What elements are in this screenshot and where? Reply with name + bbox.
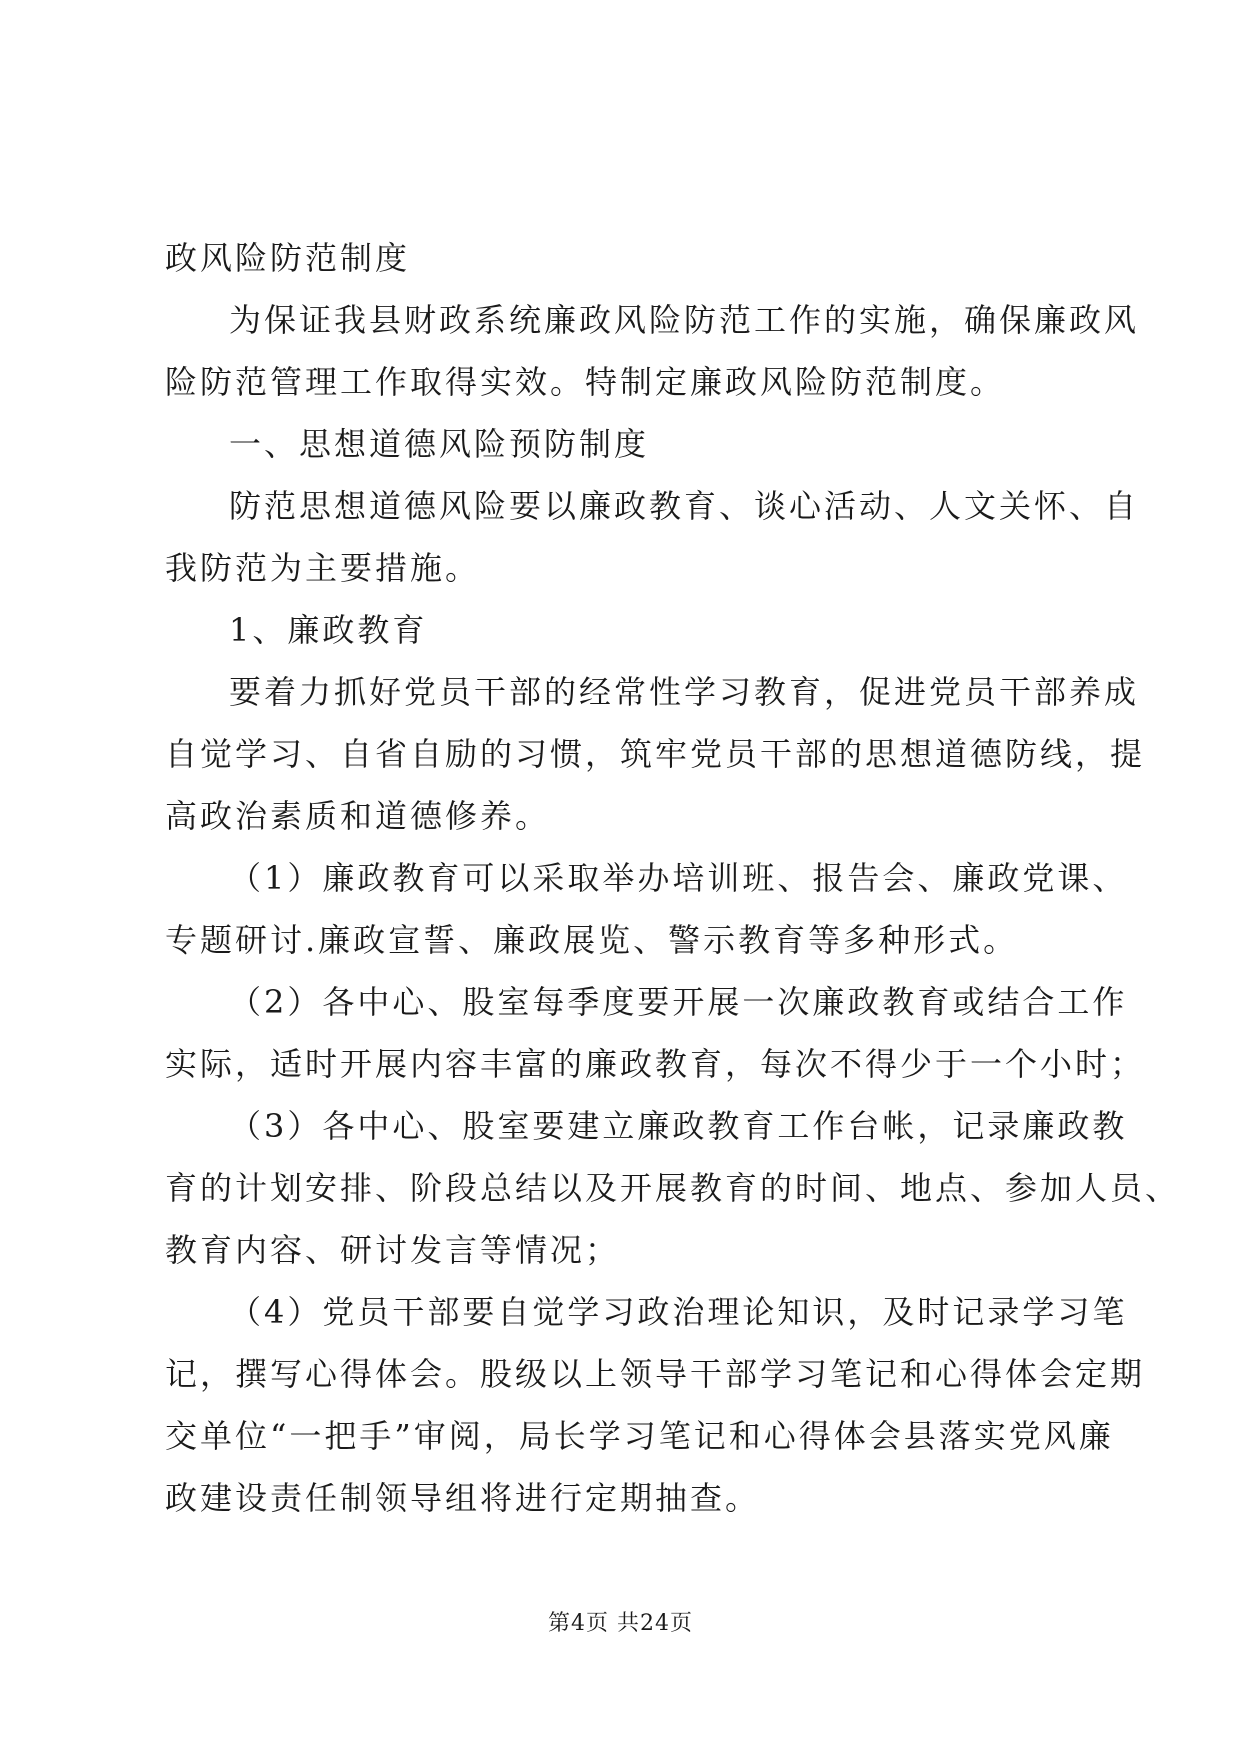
document-body xyxy=(165,227,1181,1529)
text-line: 教育内容、研讨发言等情况； xyxy=(165,1231,621,1269)
text-line: （1）廉政教育可以采取举办培训班、报告会、廉政党课、 xyxy=(229,859,1128,897)
text-line: 要着力抓好党员干部的经常性学习教育，促进党员干部养成 xyxy=(229,673,1140,711)
text-line: 育的计划安排、阶段总结以及开展教育的时间、地点、参加人员、 xyxy=(165,1169,1181,1207)
text-line: 我防范为主要措施。 xyxy=(165,549,481,587)
text-line: 政建设责任制领导组将进行定期抽查。 xyxy=(165,1479,761,1517)
page-number-footer: 第4页 共24页 xyxy=(548,1611,693,1636)
text-line: 高政治素质和道德修养。 xyxy=(165,797,551,835)
text-line: 险防范管理工作取得实效。特制定廉政风险防范制度。 xyxy=(165,363,1006,401)
text-line: 记，撰写心得体会。股级以上领导干部学习笔记和心得体会定期 xyxy=(165,1355,1146,1393)
text-line: 交单位“一把手”审阅，局长学习笔记和心得体会县落实党风廉 xyxy=(165,1417,1114,1455)
text-line: （2）各中心、股室每季度要开展一次廉政教育或结合工作 xyxy=(229,983,1128,1021)
subsection-heading: 1、廉政教育 xyxy=(229,611,428,649)
text-line: （4）党员干部要自觉学习政治理论知识，及时记录学习笔 xyxy=(229,1293,1128,1331)
text-line: 防范思想道德风险要以廉政教育、谈心活动、人文关怀、自 xyxy=(229,487,1140,525)
text-line: 政风险防范制度 xyxy=(165,239,411,277)
text-line: 为保证我县财政系统廉政风险防范工作的实施，确保廉政风 xyxy=(229,301,1140,339)
text-line: 专题研讨.廉政宣誓、廉政展览、警示教育等多种形式。 xyxy=(165,921,1019,959)
text-line: （3）各中心、股室要建立廉政教育工作台帐，记录廉政教 xyxy=(229,1107,1128,1145)
section-heading: 一、思想道德风险预防制度 xyxy=(229,425,650,463)
text-line: 实际，适时开展内容丰富的廉政教育，每次不得少于一个小时； xyxy=(165,1045,1146,1083)
text-line: 自觉学习、自省自励的习惯，筑牢党员干部的思想道德防线，提 xyxy=(165,735,1146,773)
